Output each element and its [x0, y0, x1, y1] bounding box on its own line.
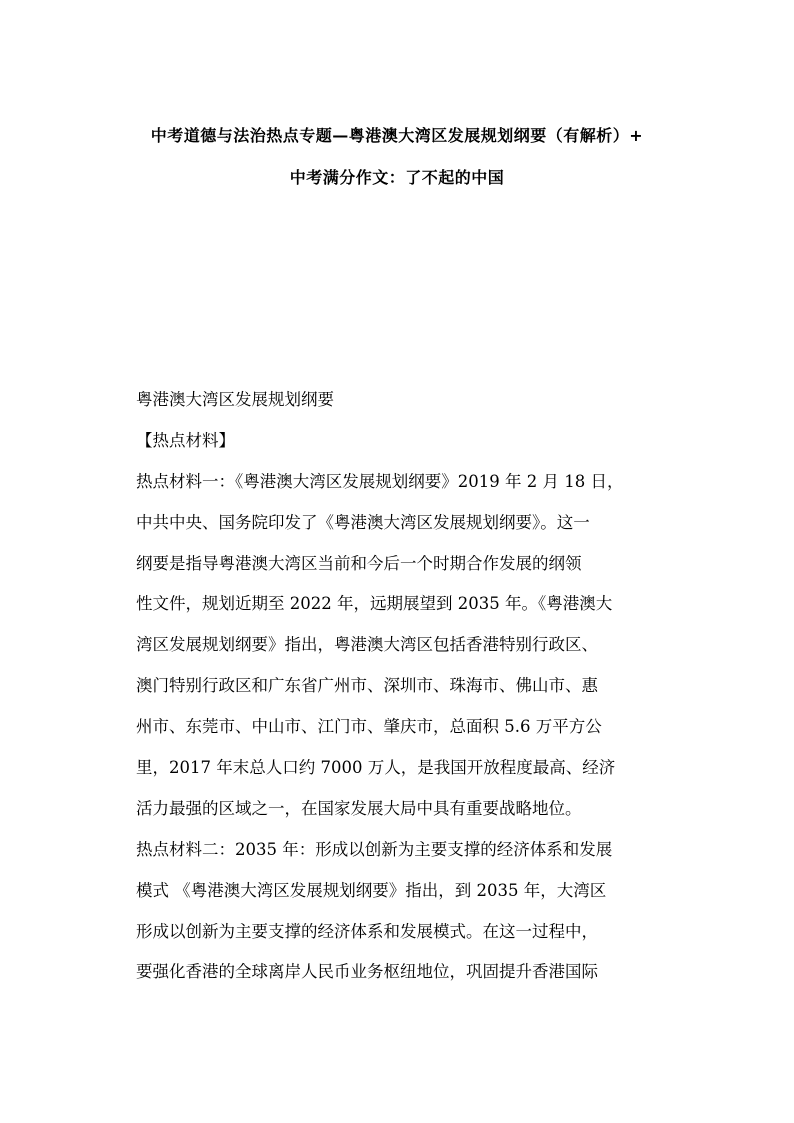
body-line: 州市、东莞市、中山市、江门市、肇庆市，总面积 5.6 万平方公	[136, 717, 602, 737]
body-line: 里，2017 年末总人口约 7000 万人，是我国开放程度最高、经济	[136, 758, 616, 778]
body-line: 活力最强的区域之一，在国家发展大局中具有重要战略地位。	[136, 798, 582, 818]
body-line: 热点材料一：《粤港澳大湾区发展规划纲要》2019 年 2 月 18 日，	[136, 471, 624, 491]
body-line: 湾区发展规划纲要》指出，粤港澳大湾区包括香港特别行政区、	[136, 635, 598, 655]
body-line: 纲要是指导粤港澳大湾区当前和今后一个时期合作发展的纲领	[136, 553, 582, 573]
body-line: 中共中央、国务院印发了《粤港澳大湾区发展规划纲要》。这一	[136, 512, 590, 532]
body-line: 性文件，规划近期至 2022 年，远期展望到 2035 年。《粤港澳大	[136, 594, 613, 614]
body-line: 形成以创新为主要支撑的经济体系和发展模式。在这一过程中，	[136, 921, 598, 941]
body-line: 热点材料二：2035 年：形成以创新为主要支撑的经济体系和发展	[136, 839, 613, 859]
document-body	[136, 380, 660, 993]
section-heading: 粤港澳大湾区发展规划纲要	[136, 390, 334, 409]
document-title-line-1: 中考道德与法治热点专题—粤港澳大湾区发展规划纲要（有解析）+	[150, 126, 644, 145]
document-title-line-2: 中考满分作文：了不起的中国	[289, 168, 505, 187]
body-line: 澳门特别行政区和广东省广州市、深圳市、珠海市、佛山市、惠	[136, 676, 598, 696]
body-line: 要强化香港的全球离岸人民币业务枢纽地位，巩固提升香港国际	[136, 962, 598, 982]
material-label: 【热点材料】	[136, 430, 235, 450]
body-line: 模式 《粤港澳大湾区发展规划纲要》指出，到 2035 年，大湾区	[136, 880, 607, 900]
